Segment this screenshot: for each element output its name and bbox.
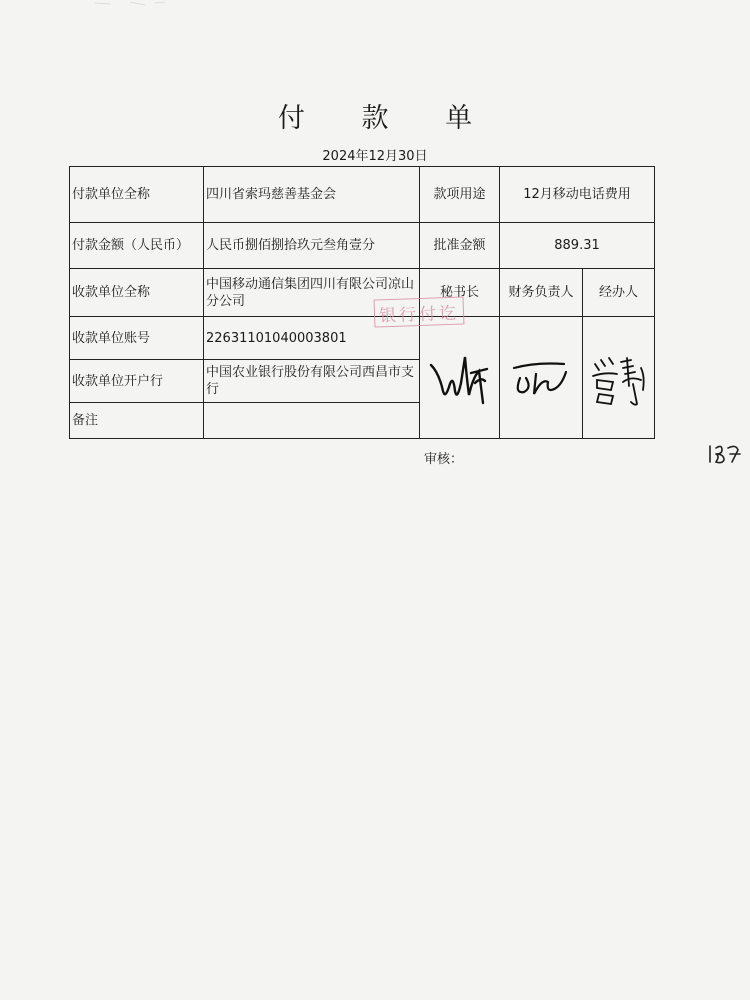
payee-bank-value: 中国农业银行股份有限公司西昌市支行 <box>204 360 420 403</box>
handler-signature-cell <box>583 317 655 439</box>
handwritten-page-number <box>706 440 746 466</box>
payee-name-value: 中国移动通信集团四川有限公司凉山分公司 <box>204 269 420 317</box>
payee-name-label: 收款单位全称 <box>70 269 204 317</box>
amount-value: 人民币捌佰捌拾玖元叁角壹分 <box>204 223 420 269</box>
amount-label: 付款金额（人民币） <box>70 223 204 269</box>
payer-name-label: 付款单位全称 <box>70 167 204 223</box>
table-row <box>70 269 655 317</box>
payee-account-value: 22631101040003801 <box>204 317 420 360</box>
scan-mark <box>90 0 170 8</box>
table-row <box>70 167 655 223</box>
handler-signature <box>587 346 651 410</box>
payer-name-value: 四川省索玛慈善基金会 <box>204 167 420 223</box>
document-date: 2024年12月30日 <box>322 149 428 164</box>
finance-head-label: 财务负责人 <box>500 269 583 317</box>
secretary-signature <box>425 343 495 413</box>
finance-signature <box>506 348 576 408</box>
payee-account-label: 收款单位账号 <box>70 317 204 360</box>
payee-bank-label: 收款单位开户行 <box>70 360 204 403</box>
remarks-label: 备注 <box>70 403 204 439</box>
table-row <box>70 223 655 269</box>
approved-amount-value: 889.31 <box>500 223 655 269</box>
approved-amount-label: 批准金额 <box>420 223 500 269</box>
remarks-value <box>204 403 420 439</box>
table-row <box>70 317 655 360</box>
bank-paid-stamp: 银行付讫 <box>374 296 465 327</box>
document-title: 付 款 单 <box>277 103 497 134</box>
payment-voucher-table <box>69 166 655 439</box>
review-label: 审核： <box>424 452 464 467</box>
purpose-label: 款项用途 <box>420 167 500 223</box>
handler-label: 经办人 <box>583 269 655 317</box>
finance-signature-cell <box>500 317 583 439</box>
purpose-value: 12月移动电话费用 <box>500 167 655 223</box>
secretary-general-label: 秘书长 <box>420 269 500 317</box>
secretary-signature-cell <box>420 317 500 439</box>
